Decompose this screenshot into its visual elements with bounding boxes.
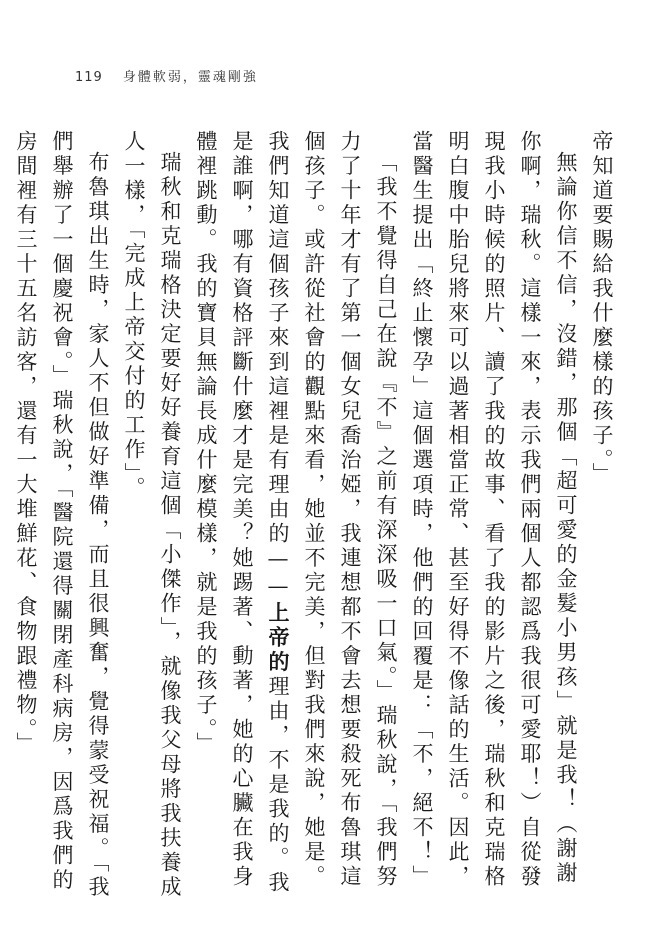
paragraph-2 [404,130,584,910]
running-title: 身體軟弱，靈魂剛強 [122,70,258,85]
paragraph-3 [188,130,404,910]
paragraph-4-text: 瑞秋和克瑞格決定要好好養育這個「小傑作」，就像我父母將我扶養成人一樣，「完成上帝交付的工作」。 [122,130,182,900]
paragraph-4 [116,130,188,910]
paragraph-5 [8,130,116,910]
page-header [75,66,258,86]
paragraph-1-text: 帝知道要賜給我什麼樣的孩子。」 [590,130,614,487]
page-number: 119 [75,70,103,85]
paragraph-3-text: 「我不覺得自己在說『不』之前有深深吸一口氣。」瑞秋說，「我們努力了十年才有了第一個女兒喬治婭，我連想都不會去想要殺死布魯琪這個孩子。或許從社會的觀點來看，她並不完美，但對我們來說，她是。我們知道這個孩子來到這裡是有理由的—— [266,130,398,890]
body-text [14,130,620,910]
emphasis-god: 上帝的 [266,601,291,675]
paragraph-3-text-after: 理由，不是我的。我是誰啊，哪有資格評斷什麼才是完美？她踢著、動著，她的心臟在我身體裡跳動。我的寶貝無論長成什麼模樣，就是我的孩子。」 [194,130,290,896]
paragraph-5-text: 布魯琪出生時，家人不但做好準備，而且很興奮，覺得蒙受祝福。「我們舉辦了一個慶祝會。」瑞秋說，「醫院還得關閉產科病房，因爲我們的房間裡有三十五名訪客，還有一大堆鮮花、食物跟禮物。」 [14,130,110,900]
paragraph-1 [584,130,620,910]
paragraph-2-text: 無論你信不信，沒錯，那個「超可愛的金髮小男孩」就是我！（謝謝你啊，瑞秋。這樣一來，表示我們兩個人都認爲我很可愛耶！）自從發現我小時候的照片、讀了我的故事、看了我的影片之後，瑞秋和克瑞格明白腹中胎兒將來可以過著相當正常、甚至好得不像話的生活。因此，當醫生提出「終止懷孕」這個選項時，他們的回覆是：「不，絕不！」 [410,130,578,890]
